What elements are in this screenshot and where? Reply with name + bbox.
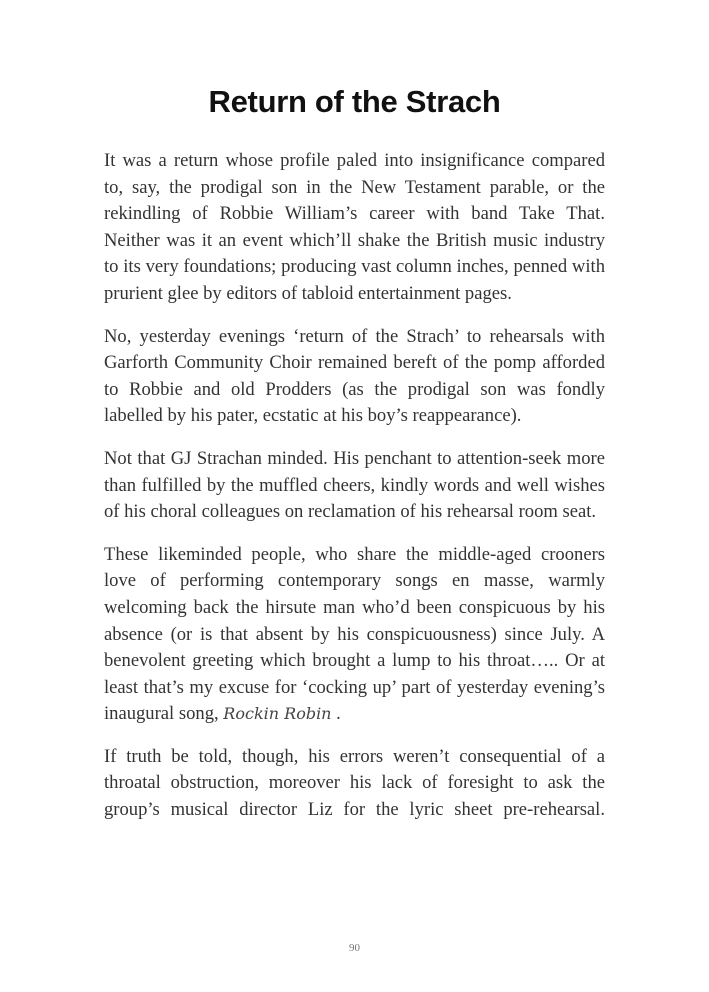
paragraph-4-end: . [331,703,341,725]
paragraph-2: No, yesterday evenings ‘return of the Strach’ to rehearsals with Garforth Community Choir remained bereft of the pomp afforded to Robbie and old Prodders (as the prodigal son was fondly labelled by his pater, ecstatic at his boy’s reappearance). [104,325,605,427]
article-body [104,148,605,840]
paragraph-4 [104,542,605,728]
paragraph-3: Not that GJ Strachan minded. His penchant to attention-seek more than fulfilled by the muffled cheers, kindly words and well wishes of his choral colleagues on reclamation of his rehearsal room seat. [104,447,605,523]
page-title: Return of the Strach [208,84,501,119]
paragraph-4-text: These likeminded people, who share the middle-aged crooners love of performing contemporary songs en masse, warmly welcoming back the hirsute man who’d been conspicuous by his absence (or is that absent by his conspicuousness) since July. A benevolent greeting which brought a lump to his throat….. Or at least that’s my excuse for ‘cocking up’ part of yesterday evening’s inaugural song, [104,543,605,725]
paragraph-1: It was a return whose profile paled into insignificance compared to, say, the prodigal son in the New Testament parable, or the rekindling of Robbie William’s career with band Take That. Neither was it an event which’ll shake the British music industry to its very foundations; producing vast column inches, penned with prurient glee by editors of tabloid entertainment pages. [104,150,605,304]
page-number: 90 [349,942,360,954]
paragraph-5: If truth be told, though, his errors weren’t consequential of a throatal obstruction, moreover his lack of foresight to ask the group’s musical director Liz for the lyric sheet pre-rehearsal. [104,745,605,821]
song-title: Rockin Robin [223,704,332,724]
